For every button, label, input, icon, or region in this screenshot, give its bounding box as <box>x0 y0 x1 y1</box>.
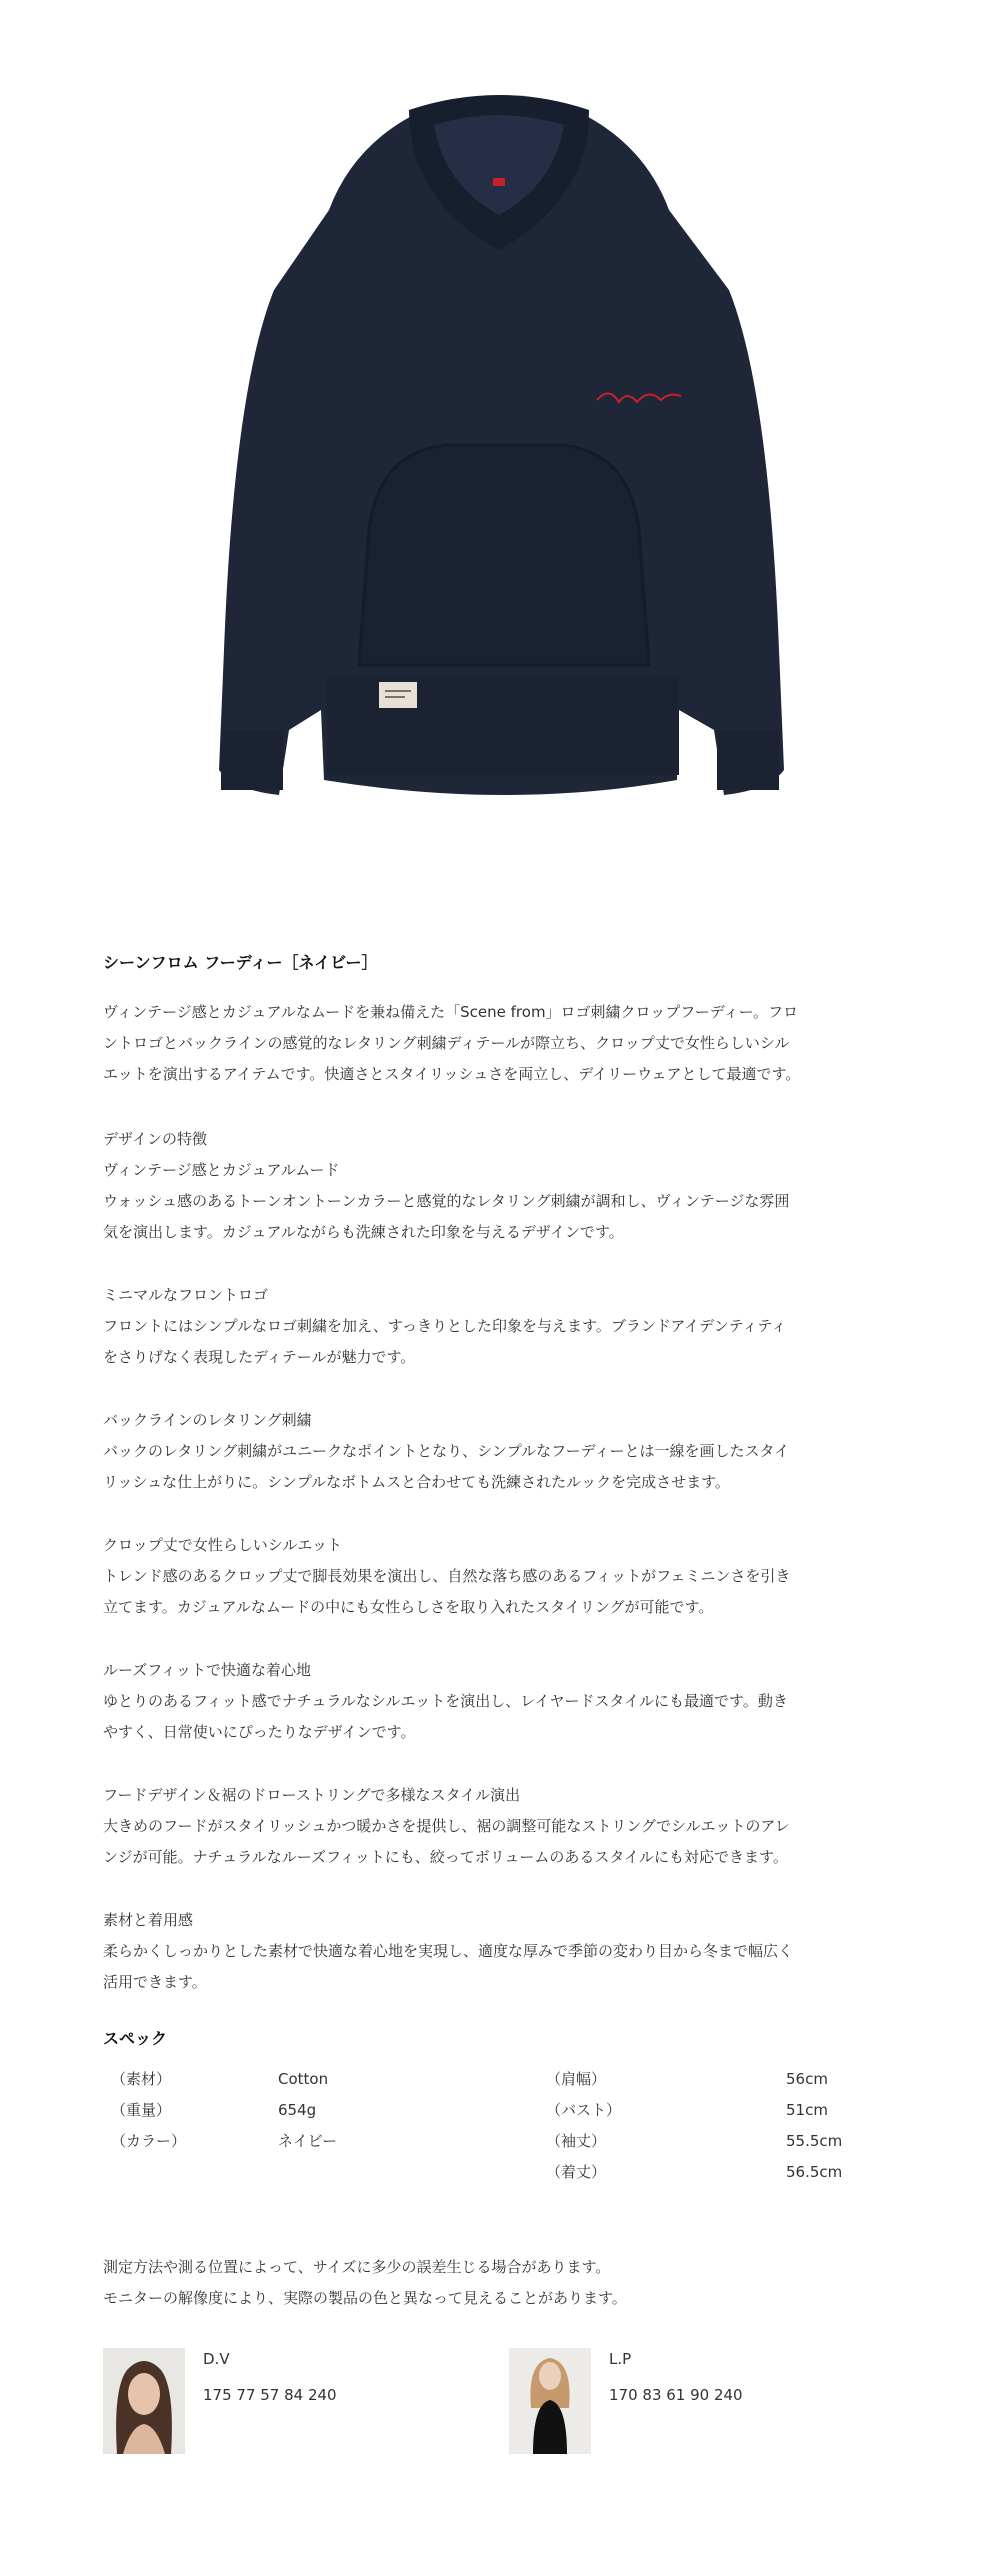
spec-label: （袖丈） <box>546 2132 607 2150</box>
spec-right-labels <box>546 2064 621 2188</box>
spec-value: 55.5cm <box>786 2132 843 2150</box>
product-title: シーンフロム フーディー［ネイビー］ <box>103 953 378 972</box>
section-line: リッシュな仕上がりに。シンプルなボトムスと合わせても洗練されたルックを完成させます。 <box>103 1473 730 1491</box>
section-heading: クロップ丈で女性らしいシルエット <box>103 1536 343 1554</box>
spec-value: ネイビー <box>278 2132 338 2150</box>
spec-value: 654g <box>278 2101 317 2119</box>
feature-section <box>103 1530 913 1623</box>
model-card <box>509 2348 743 2454</box>
section-line: 活用できます。 <box>103 1973 207 1991</box>
section-line: フロントにはシンプルなロゴ刺繍を加え、すっきりとした印象を与えます。ブランドアイデンティティ <box>103 1317 787 1335</box>
section-heading: 素材と着用感 <box>103 1911 194 1929</box>
product-image <box>0 0 998 900</box>
model-name: D.V <box>203 2350 230 2368</box>
spec-label: （バスト） <box>546 2101 622 2119</box>
spec-title: スペック <box>103 2029 168 2048</box>
feature-section <box>103 1655 913 1748</box>
model-info <box>203 2348 337 2454</box>
section-line: 立てます。カジュアルなムードの中にも女性らしさを取り入れたスタイリングが可能です。 <box>103 1598 714 1616</box>
spec-label: （素材） <box>111 2070 172 2088</box>
section-line: 柔らかくしっかりとした素材で快適な着心地を実現し、適度な厚みで季節の変わり目から冬まで幅広く <box>103 1942 794 1960</box>
section-line: ウォッシュ感のあるトーンオントーンカラーと感覚的なレタリング刺繍が調和し、ヴィンテージな雰囲 <box>103 1192 790 1210</box>
model-photo <box>103 2348 185 2454</box>
spec-label: （カラー） <box>111 2132 187 2150</box>
intro-line: エットを演出するアイテムです。快適さとスタイリッシュさを両立し、デイリーウェアとして最適です。 <box>103 1065 801 1083</box>
section-heading: フードデザイン＆裾のドローストリングで多様なスタイル演出 <box>103 1786 521 1804</box>
product-description <box>103 950 913 2030</box>
section-heading: ミニマルなフロントロゴ <box>103 1286 269 1304</box>
section-heading: ルーズフィットで快適な着心地 <box>103 1661 312 1679</box>
notes <box>103 2252 627 2314</box>
model-info <box>609 2348 743 2454</box>
section-heading: ヴィンテージ感とカジュアルムード <box>103 1161 340 1179</box>
feature-section <box>103 1124 913 1248</box>
model-measurements: 170 83 61 90 240 <box>609 2386 743 2404</box>
spec-value: 56.5cm <box>786 2163 843 2181</box>
model-measurements: 175 77 57 84 240 <box>203 2386 337 2404</box>
section-heading: バックラインのレタリング刺繍 <box>103 1411 312 1429</box>
intro-line: ントロゴとバックラインの感覚的なレタリング刺繍ディテールが際立ち、クロップ丈で女性らしいシル <box>103 1034 790 1052</box>
spec-value: 51cm <box>786 2101 828 2119</box>
section-line: トレンド感のあるクロップ丈で脚長効果を演出し、自然な落ち感のあるフィットがフェミニンさを引き <box>103 1567 791 1585</box>
intro-text <box>103 997 913 1090</box>
hoodie-illustration <box>209 90 789 850</box>
model-card <box>103 2348 337 2454</box>
spec-left-values <box>278 2064 337 2157</box>
model-photo <box>509 2348 591 2454</box>
intro-line: ヴィンテージ感とカジュアルなムードを兼ね備えた「Scene from」ロゴ刺繍クロップフーディー。フロ <box>103 1003 799 1021</box>
section-line: ゆとりのあるフィット感でナチュラルなシルエットを演出し、レイヤードスタイルにも最適です。動き <box>103 1692 788 1710</box>
feature-section <box>103 1905 913 1998</box>
model-name: L.P <box>609 2350 632 2368</box>
spec-right-values <box>786 2064 842 2188</box>
spec-label: （重量） <box>111 2101 172 2119</box>
spec-label: （肩幅） <box>546 2070 607 2088</box>
spec-left-labels <box>111 2064 186 2157</box>
feature-section <box>103 1780 913 1873</box>
features-heading: デザインの特徴 <box>103 1130 207 1148</box>
spec-label: （着丈） <box>546 2163 607 2181</box>
section-line: やすく、日常使いにぴったりなデザインです。 <box>103 1723 416 1741</box>
spec-value: 56cm <box>786 2070 828 2088</box>
feature-section <box>103 1405 913 1498</box>
note-line: 測定方法や測る位置によって、サイズに多少の誤差生じる場合があります。 <box>103 2258 611 2276</box>
spec-value: Cotton <box>278 2070 329 2088</box>
section-line: ンジが可能。ナチュラルなルーズフィットにも、絞ってボリュームのあるスタイルにも対応できます。 <box>103 1848 788 1866</box>
section-line: をさりげなく表現したディテールが魅力です。 <box>103 1348 416 1366</box>
note-line: モニターの解像度により、実際の製品の色と異なって見えることがあります。 <box>103 2289 627 2307</box>
feature-section <box>103 1280 913 1373</box>
section-line: 大きめのフードがスタイリッシュかつ暖かさを提供し、裾の調整可能なストリングでシルエットのアレ <box>103 1817 790 1835</box>
section-line: 気を演出します。カジュアルながらも洗練された印象を与えるデザインです。 <box>103 1223 624 1241</box>
section-line: バックのレタリング刺繍がユニークなポイントとなり、シンプルなフーディーとは一線を画したスタイ <box>103 1442 790 1460</box>
